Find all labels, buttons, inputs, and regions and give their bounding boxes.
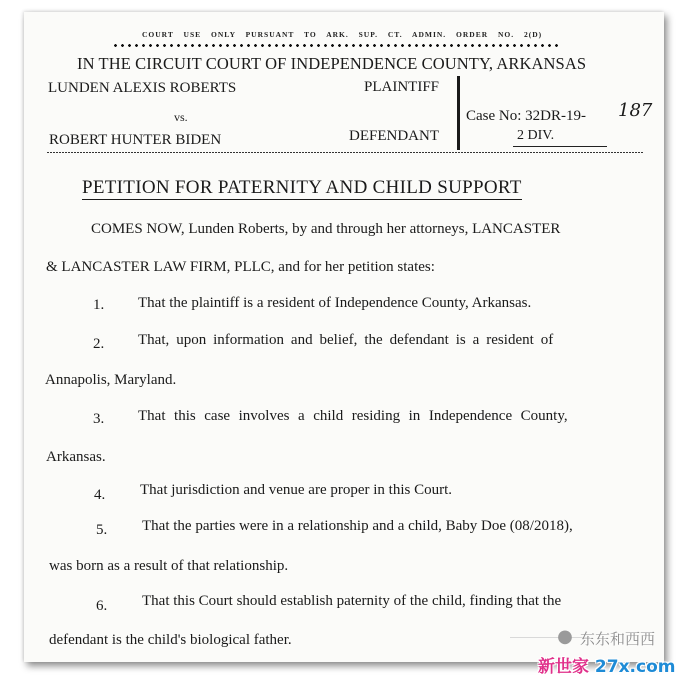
paragraph-3-line-1: That this case involves a child residing in Independence County,	[138, 408, 568, 424]
paragraph-1-line-1: That the plaintiff is a resident of Independence County, Arkansas.	[138, 295, 532, 311]
wechat-icon: ●	[557, 626, 573, 647]
intro-line-1: COMES NOW, Lunden Roberts, by and through her attorneys, LANCASTER	[91, 221, 561, 237]
paragraph-2-line-1: That, upon information and belief, the defendant is a resident of	[138, 332, 554, 348]
division-underline	[513, 146, 607, 147]
watermark-site	[538, 652, 675, 677]
watermark-account-name: 东东和西西	[580, 630, 656, 648]
paragraph-5-number: 5.	[96, 522, 108, 538]
caption-divider	[457, 76, 460, 150]
paragraph-5-line-2: was born as a result of that relationship.	[49, 558, 289, 574]
watermark-site-cn: 新世家	[538, 657, 589, 677]
paragraph-6-number: 6.	[96, 598, 108, 614]
court-use-notice: COURT USE ONLY PURSUANT TO ARK. SUP. CT. ADMIN. ORDER NO. 2(D)	[142, 30, 543, 39]
plaintiff-name: LUNDEN ALEXIS ROBERTS	[48, 80, 237, 96]
watermark-site-en: 27x.com	[594, 657, 676, 677]
watermark-line	[510, 637, 590, 638]
dotted-separator	[112, 43, 560, 48]
paragraph-5-line-1: That the parties were in a relationship and a child, Baby Doe (08/2018),	[142, 518, 573, 534]
intro-line-2: & LANCASTER LAW FIRM, PLLC, and for her petition states:	[46, 259, 435, 275]
paragraph-6-line-2: defendant is the child's biological father.	[49, 632, 292, 648]
plaintiff-role: PLAINTIFF	[364, 79, 440, 95]
paragraph-3-number: 3.	[93, 411, 105, 427]
paragraph-3-line-2: Arkansas.	[46, 449, 106, 465]
division-number: 2 DIV.	[517, 128, 555, 143]
case-number-handwritten: 187	[618, 100, 653, 121]
caption-bottom-rule	[47, 152, 643, 153]
defendant-name: ROBERT HUNTER BIDEN	[49, 132, 222, 148]
paragraph-1-number: 1.	[93, 297, 105, 313]
paragraph-4-line-1: That jurisdiction and venue are proper in this Court.	[140, 482, 453, 498]
paragraph-2-number: 2.	[93, 336, 105, 352]
court-title: IN THE CIRCUIT COURT OF INDEPENDENCE COUNTY, ARKANSAS	[77, 54, 587, 73]
defendant-role: DEFENDANT	[349, 128, 439, 144]
versus-label: vs.	[174, 110, 188, 124]
case-number-label: Case No: 32DR-19-	[466, 108, 586, 124]
petition-title: PETITION FOR PATERNITY AND CHILD SUPPORT	[82, 177, 522, 198]
paragraph-4-number: 4.	[94, 487, 106, 503]
paragraph-2-line-2: Annapolis, Maryland.	[45, 372, 177, 388]
paragraph-6-line-1: That this Court should establish paternity of the child, finding that the	[142, 593, 562, 609]
